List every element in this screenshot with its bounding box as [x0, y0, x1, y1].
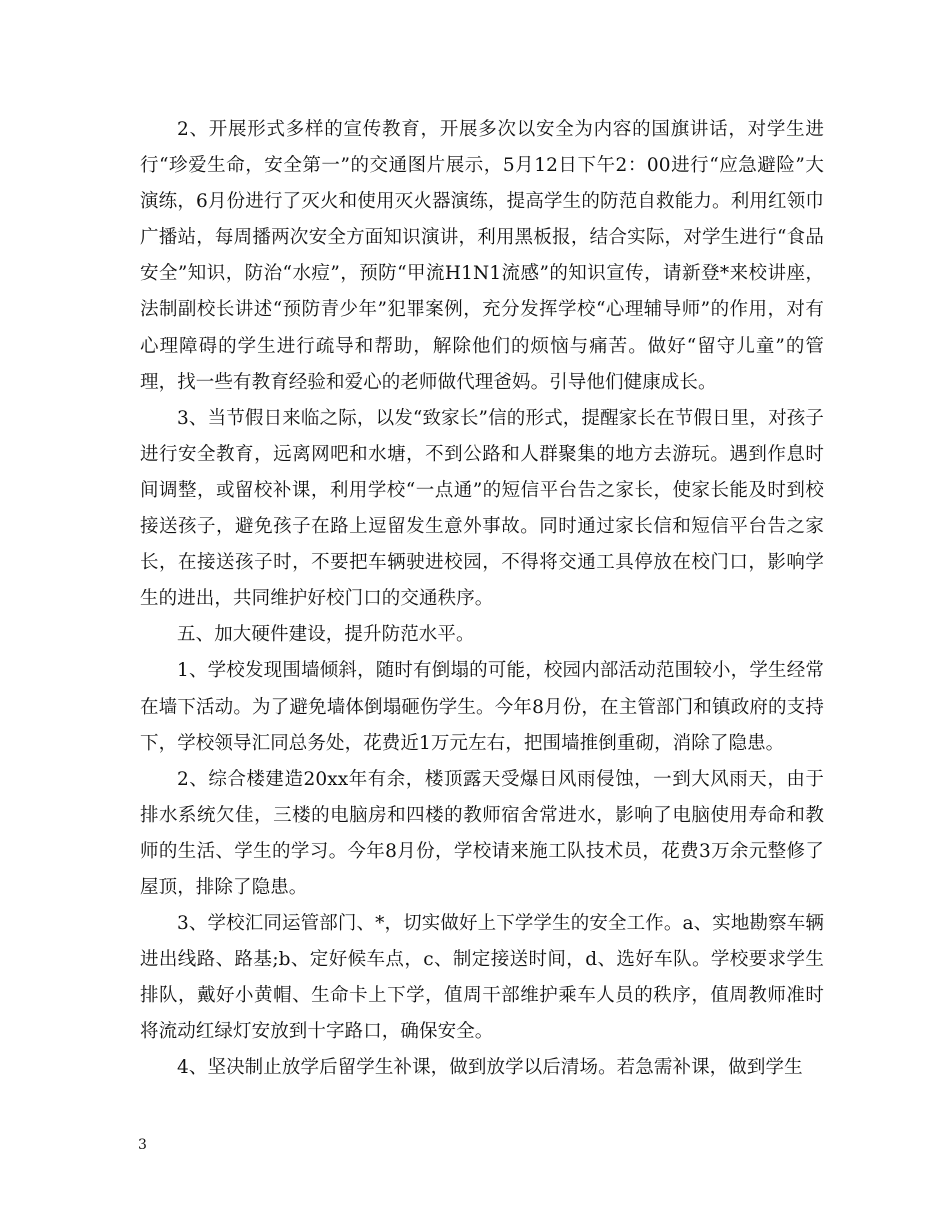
paragraph-transport-safety: 3、学校汇同运管部门、*，切实做好上下学学生的安全工作。a、实地勘察车辆进出线路、路基;b、定好候车点，c、制定接送时间，d、选好车队。学校要求学生排队，戴好小黄帽、生命卡上下学，值周干部维护乘车人员的秩序，值周教师准时将流动红绿灯安放到十字路口，确保安全。 [140, 913, 824, 1043]
page-number: 3 [138, 1137, 147, 1153]
paragraph-roof-repair: 2、综合楼建造20xx年有余，楼顶露天受爆日风雨侵蚀，一到大风雨天，由于排水系统欠佳，三楼的电脑房和四楼的教师宿舍常进水，影响了电脑使用寿命和教师的生活、学生的学习。今年8月份，学校请来施工队技术员，花费3万余元整修了屋顶，排除了隐患。 [140, 768, 824, 898]
paragraph-after-school-tutoring: 4、坚决制止放学后留学生补课，做到放学以后清场。若急需补课，做到学生 [177, 1057, 803, 1079]
section-heading-hardware: 五、加大硬件建设，提升防范水平。 [177, 624, 475, 646]
paragraph-wall-rebuild: 1、学校发现围墙倾斜，随时有倒塌的可能，校园内部活动范围较小，学生经常在墙下活动。为了避免墙体倒塌砸伤学生。今年8月份，在主管部门和镇政府的支持下，学校领导汇同总务处，花费近1万元左右，把围墙推倒重砌，消除了隐患。 [140, 660, 824, 754]
paragraph-holiday-parent-letter: 3、当节假日来临之际，以发“致家长”信的形式，提醒家长在节假日里，对孩子进行安全教育，远离网吧和水塘，不到公路和人群聚集的地方去游玩。遇到作息时间调整，或留校补课，利用学校“一点通”的短信平台告之家长，使家长能及时到校接送孩子，避免孩子在路上逗留发生意外事故。同时通过家长信和短信平台告之家长，在接送孩子时，不要把车辆驶进校园，不得将交通工具停放在校门口，影响学生的进出，共同维护好校门口的交通秩序。 [140, 407, 824, 610]
body-text [140, 112, 824, 1087]
paragraph-publicity-education: 2、开展形式多样的宣传教育，开展多次以安全为内容的国旗讲话，对学生进行“珍爱生命，安全第一”的交通图片展示，5月12日下午2：00进行“应急避险”大演练，6月份进行了灭火和使用灭火器演练，提高学生的防范自救能力。利用红领巾广播站，每周播两次安全方面知识演讲，利用黑板报，结合实际，对学生进行“食品安全”知识，防治“水痘”，预防“甲流H1N1流感”的知识宣传，请新登*来校讲座，法制副校长讲述“预防青少年”犯罪案例，充分发挥学校“心理辅导师”的作用，对有心理障碍的学生进行疏导和帮助，解除他们的烦恼与痛苦。做好“留守儿童”的管理，找一些有教育经验和爱心的老师做代理爸妈。引导他们健康成长。 [140, 119, 824, 393]
